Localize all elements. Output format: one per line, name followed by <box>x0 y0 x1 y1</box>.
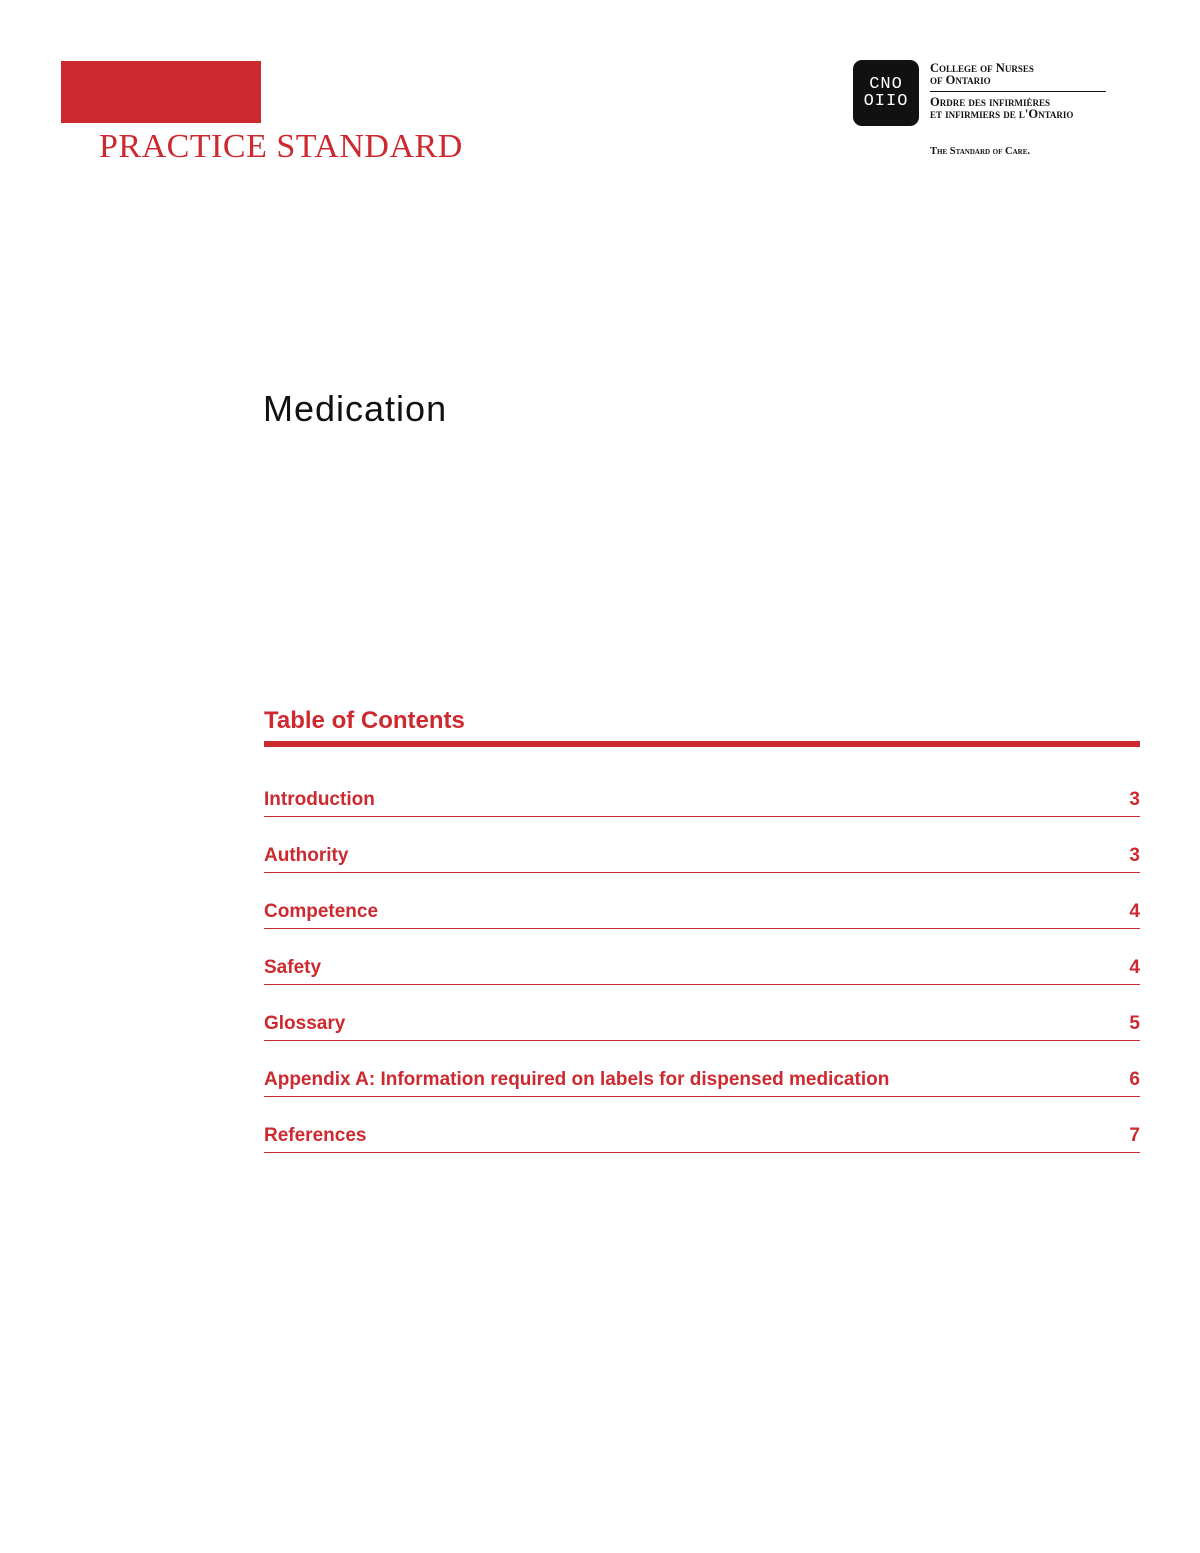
toc-entry-label: Authority <box>264 845 349 866</box>
toc-entry-page: 6 <box>1129 1069 1140 1090</box>
logo-divider <box>930 91 1106 92</box>
logo-text <box>930 62 1106 120</box>
toc-entry-appendix-a[interactable] <box>264 1041 1140 1097</box>
toc-entry-glossary[interactable] <box>264 985 1140 1041</box>
header-red-block <box>61 61 261 123</box>
toc-entry-page: 4 <box>1129 957 1140 978</box>
document-title: Medication <box>263 388 448 429</box>
table-of-contents <box>264 705 1140 1153</box>
toc-entry-page: 4 <box>1129 901 1140 922</box>
logo-line-3: Ordre des infirmières <box>930 95 1050 109</box>
toc-entry-authority[interactable] <box>264 817 1140 873</box>
toc-heading: Table of Contents <box>264 707 465 734</box>
toc-entry-label: Competence <box>264 901 379 922</box>
toc-entry-references[interactable] <box>264 1097 1140 1153</box>
toc-heading-rule <box>264 741 1140 747</box>
toc-entry-label: Appendix A: Information required on labels for dispensed medication <box>264 1069 890 1090</box>
toc-entry-label: References <box>264 1125 367 1146</box>
logo-line-1: College of Nurses <box>930 61 1034 75</box>
toc-entry-label: Safety <box>264 957 322 978</box>
logo-line-2: of Ontario <box>930 73 991 87</box>
toc-entry-label: Introduction <box>264 789 375 810</box>
toc-entry-introduction[interactable] <box>264 761 1140 817</box>
toc-entry-competence[interactable] <box>264 873 1140 929</box>
logo-tagline: The Standard of Care. <box>930 146 1031 157</box>
logo-line-4: et infirmiers de l'Ontario <box>930 107 1074 121</box>
logo-mark-top: CNO <box>869 75 903 94</box>
toc-entry-page: 3 <box>1129 789 1140 810</box>
toc-entry-page: 3 <box>1129 845 1140 866</box>
toc-entry-page: 5 <box>1129 1013 1140 1034</box>
toc-entry-page: 7 <box>1129 1125 1140 1146</box>
toc-entry-label: Glossary <box>264 1013 346 1034</box>
practice-standard-title: PRACTICE STANDARD <box>99 128 463 165</box>
logo-mark-bottom: OIIO <box>863 92 909 111</box>
toc-entry-safety[interactable] <box>264 929 1140 985</box>
cno-logo <box>853 60 1143 165</box>
cno-logo-mark <box>853 60 919 126</box>
